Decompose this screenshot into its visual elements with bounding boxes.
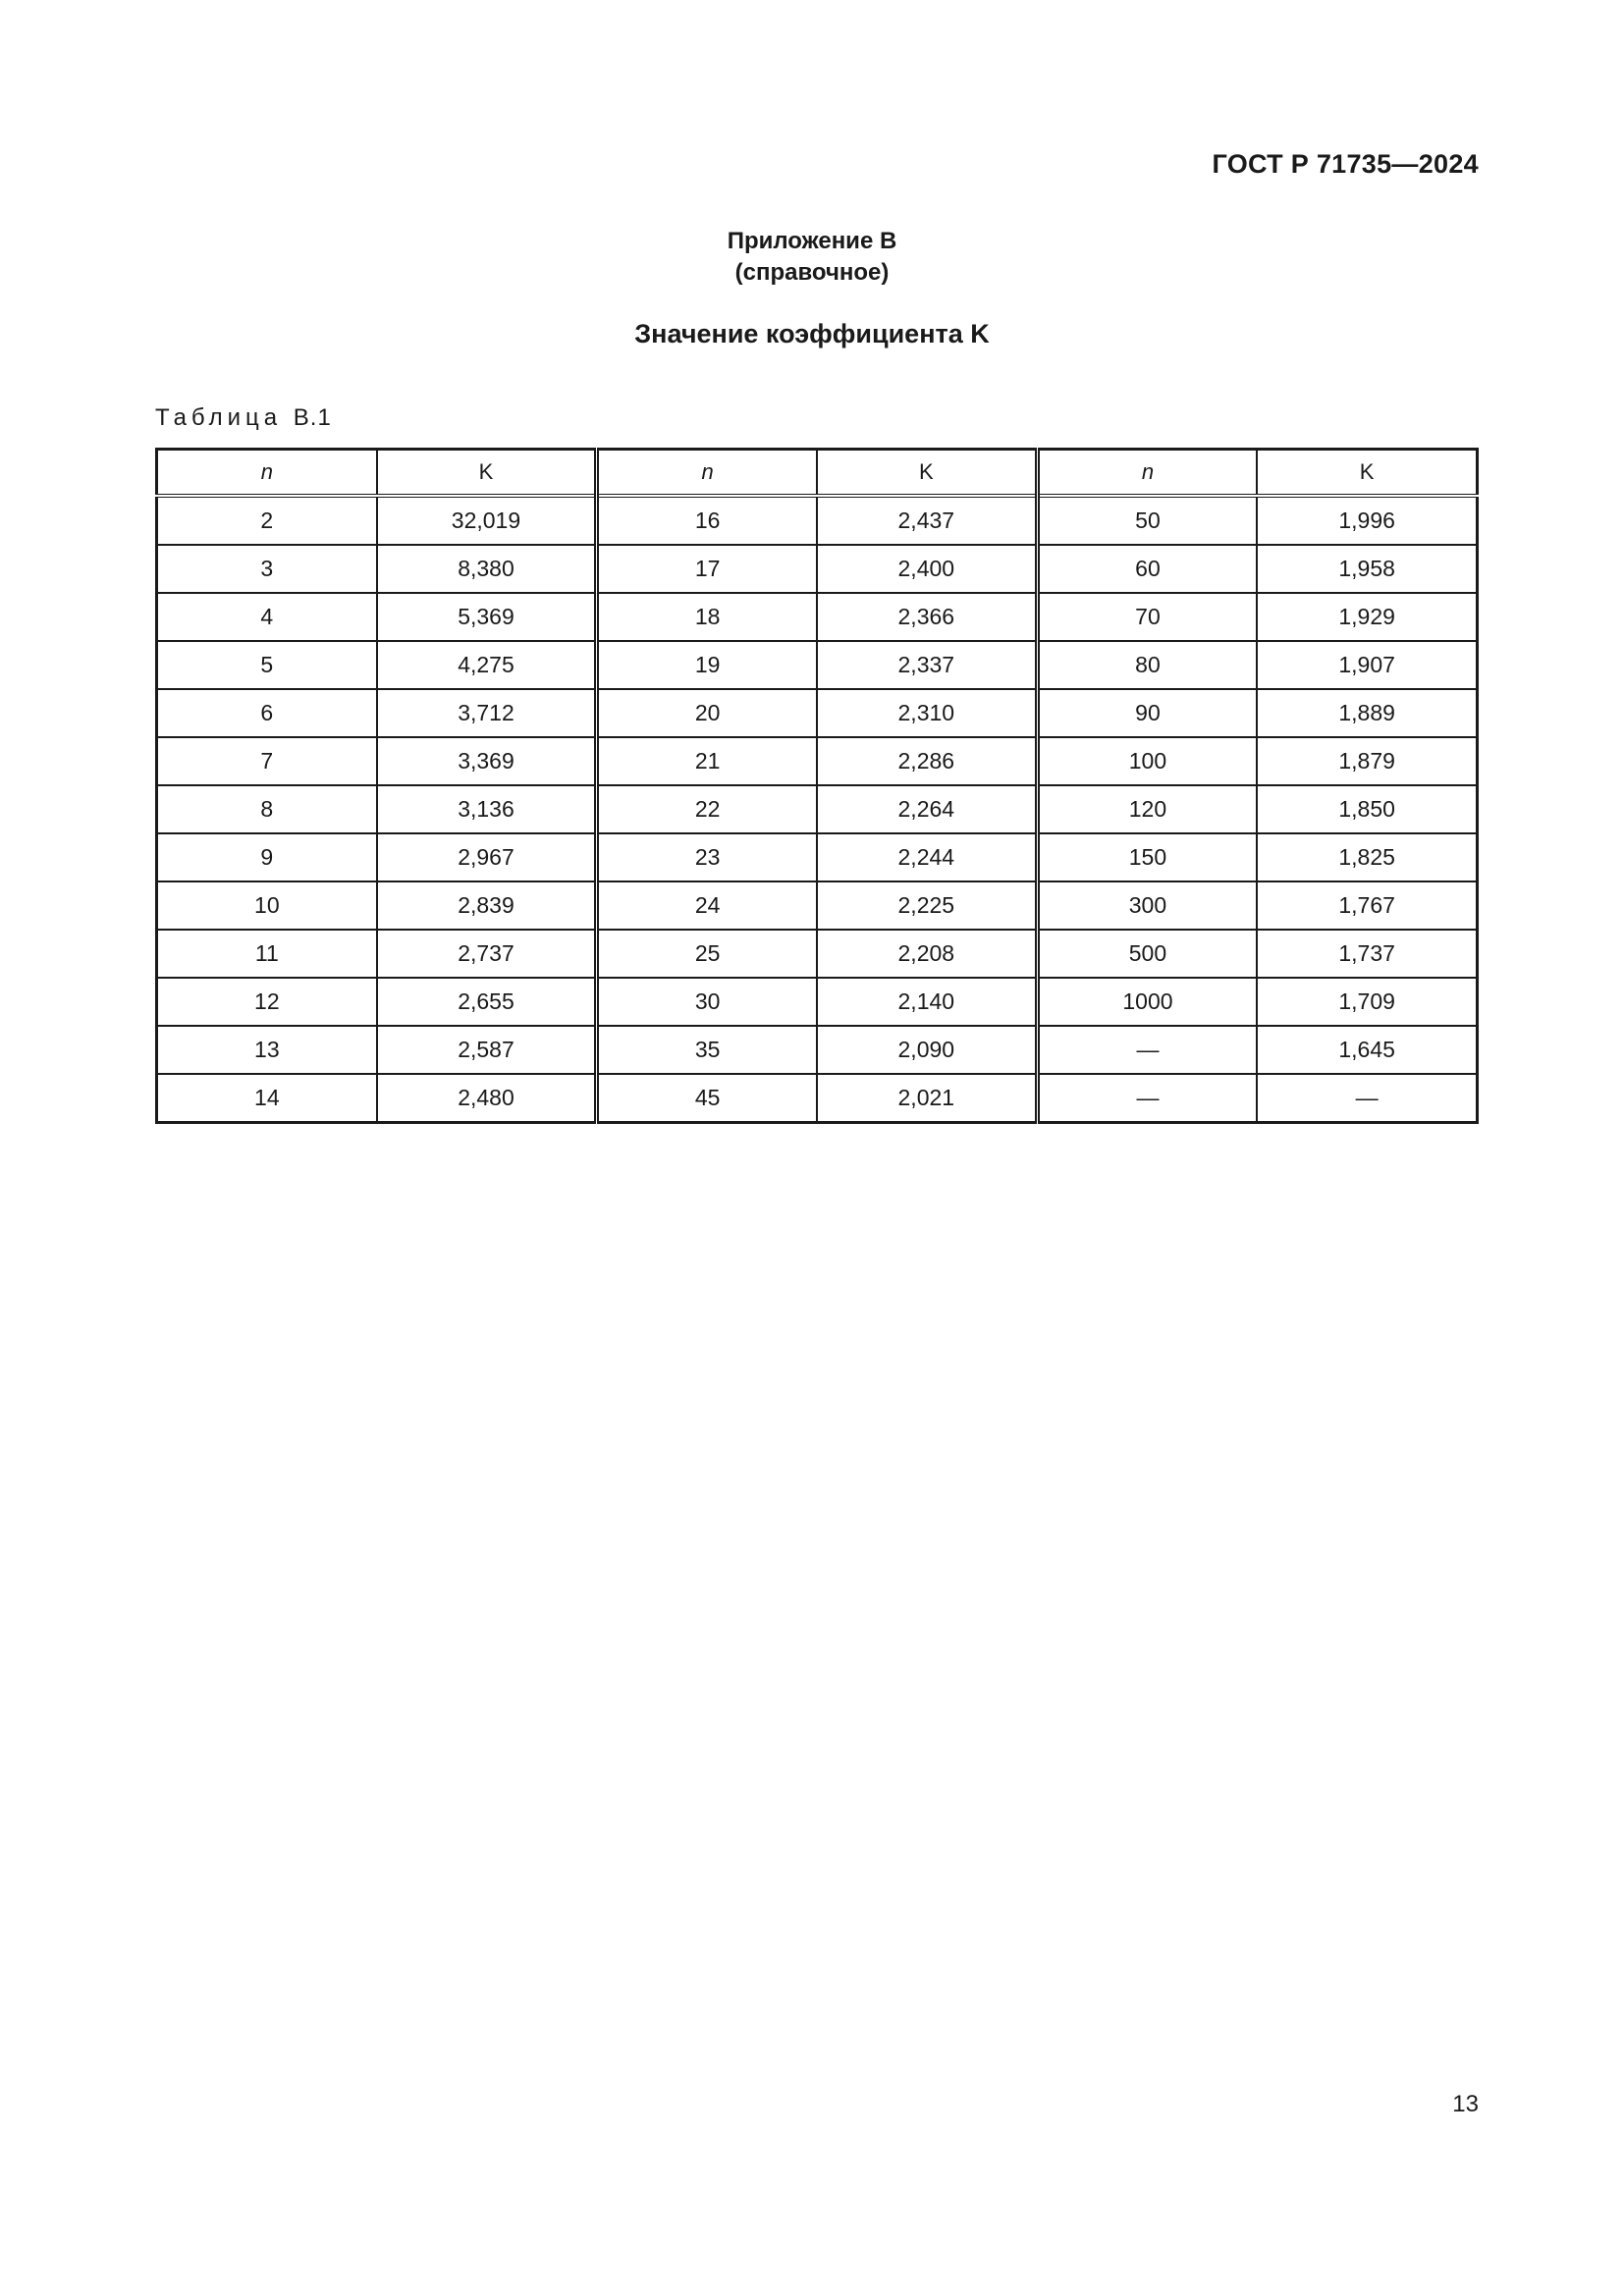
table-row (157, 785, 1478, 833)
cell-k: 1,889 (1257, 689, 1477, 737)
cell-k: 1,958 (1257, 545, 1477, 593)
cell-n: 50 (1037, 496, 1257, 545)
cell-k: 1,645 (1257, 1026, 1477, 1074)
appendix-subtitle: (справочное) (734, 259, 890, 286)
cell-n: 35 (597, 1026, 817, 1074)
cell-n: 9 (157, 833, 377, 881)
cell-k: 3,712 (377, 689, 597, 737)
cell-n: 18 (597, 593, 817, 641)
cell-k: 2,286 (817, 737, 1037, 785)
cell-k: 2,737 (377, 930, 597, 978)
cell-k: 2,587 (377, 1026, 597, 1074)
table-row (157, 1074, 1478, 1123)
cell-k: 2,090 (817, 1026, 1037, 1074)
cell-n: 24 (597, 881, 817, 930)
cell-k: 2,480 (377, 1074, 597, 1123)
cell-k: 2,310 (817, 689, 1037, 737)
cell-n: 70 (1037, 593, 1257, 641)
cell-n: 90 (1037, 689, 1257, 737)
cell-n: 14 (254, 1085, 280, 1110)
cell-n: 4 (157, 593, 377, 641)
cell-n: 1000 (1037, 978, 1257, 1026)
cell-k: 2,264 (817, 785, 1037, 833)
cell-n: 80 (1037, 641, 1257, 689)
table-row (157, 496, 1478, 545)
cell-k: 2,839 (377, 881, 597, 930)
cell-n: 45 (597, 1074, 817, 1123)
cell-k: 2,437 (817, 496, 1037, 545)
cell-n: 6 (157, 689, 377, 737)
table-caption (155, 404, 332, 432)
cell-k: 8,380 (377, 545, 597, 593)
header-k: K (1257, 450, 1477, 497)
cell-k: — (1257, 1074, 1477, 1123)
cell-k: 2,967 (377, 833, 597, 881)
cell-n: 11 (157, 930, 377, 978)
cell-n: 7 (157, 737, 377, 785)
cell-n: — (1037, 1026, 1257, 1074)
cell-n: 23 (597, 833, 817, 881)
cell-n: 60 (1037, 545, 1257, 593)
cell-k: 2,021 (817, 1074, 1037, 1123)
header-n: n (157, 450, 377, 497)
cell-k: 3,369 (377, 737, 597, 785)
cell-k: 2,655 (377, 978, 597, 1026)
cell-k: 1,825 (1257, 833, 1477, 881)
table-row (157, 978, 1478, 1026)
cell-k: 1,996 (1257, 496, 1477, 545)
section-heading: Значение коэффициента K (634, 319, 990, 348)
cell-k: 2,337 (817, 641, 1037, 689)
cell-n: 5 (157, 641, 377, 689)
header-n: n (1037, 450, 1257, 497)
cell-k: 4,275 (377, 641, 597, 689)
table-caption-number: В.1 (293, 404, 332, 431)
cell-n: 10 (157, 881, 377, 930)
cell-n: 300 (1037, 881, 1257, 930)
cell-k: 32,019 (377, 496, 597, 545)
cell-k: 2,366 (817, 593, 1037, 641)
cell-k: 1,737 (1257, 930, 1477, 978)
header-n: n (597, 450, 817, 497)
cell-k: 2,225 (817, 881, 1037, 930)
header-k: K (817, 450, 1037, 497)
cell-n: 17 (597, 545, 817, 593)
cell-n: 19 (597, 641, 817, 689)
cell-n: 500 (1037, 930, 1257, 978)
table-row (157, 881, 1478, 930)
cell-n: 100 (1037, 737, 1257, 785)
page-number: 13 (1452, 2091, 1479, 2117)
cell-n: 25 (597, 930, 817, 978)
document-code: ГОСТ Р 71735—2024 (1212, 149, 1479, 179)
header-k: K (377, 450, 597, 497)
appendix-title: Приложение В (727, 228, 897, 254)
cell-k: 1,907 (1257, 641, 1477, 689)
cell-n: 2 (157, 496, 377, 545)
table-row (157, 833, 1478, 881)
cell-k: 2,400 (817, 545, 1037, 593)
cell-n: 3 (157, 545, 377, 593)
table-row (157, 1026, 1478, 1074)
table-container (155, 448, 1479, 1124)
cell-n: — (1037, 1074, 1257, 1123)
cell-n: 21 (597, 737, 817, 785)
cell-k: 1,767 (1257, 881, 1477, 930)
table-row (157, 593, 1478, 641)
cell-n: 16 (597, 496, 817, 545)
cell-k: 1,879 (1257, 737, 1477, 785)
cell-n: 22 (597, 785, 817, 833)
coefficient-table (155, 448, 1479, 1124)
cell-k: 1,850 (1257, 785, 1477, 833)
table-row (157, 689, 1478, 737)
cell-k: 2,208 (817, 930, 1037, 978)
cell-k: 1,929 (1257, 593, 1477, 641)
table-row (157, 737, 1478, 785)
cell-n: 30 (597, 978, 817, 1026)
table-row (157, 641, 1478, 689)
cell-n: 13 (157, 1026, 377, 1074)
cell-k: 1,709 (1257, 978, 1477, 1026)
table-caption-label: Таблица (155, 404, 283, 431)
cell-n: 120 (1037, 785, 1257, 833)
cell-k: 5,369 (377, 593, 597, 641)
table-row (157, 930, 1478, 978)
cell-n: 20 (597, 689, 817, 737)
table-body (157, 496, 1478, 1123)
cell-k: 3,136 (377, 785, 597, 833)
cell-n: 150 (1037, 833, 1257, 881)
cell-n: 12 (157, 978, 377, 1026)
cell-k: 2,140 (817, 978, 1037, 1026)
appendix-heading (0, 226, 1624, 289)
table-row (157, 545, 1478, 593)
cell-n: 8 (157, 785, 377, 833)
table-header-row (157, 450, 1478, 497)
cell-k: 2,244 (817, 833, 1037, 881)
